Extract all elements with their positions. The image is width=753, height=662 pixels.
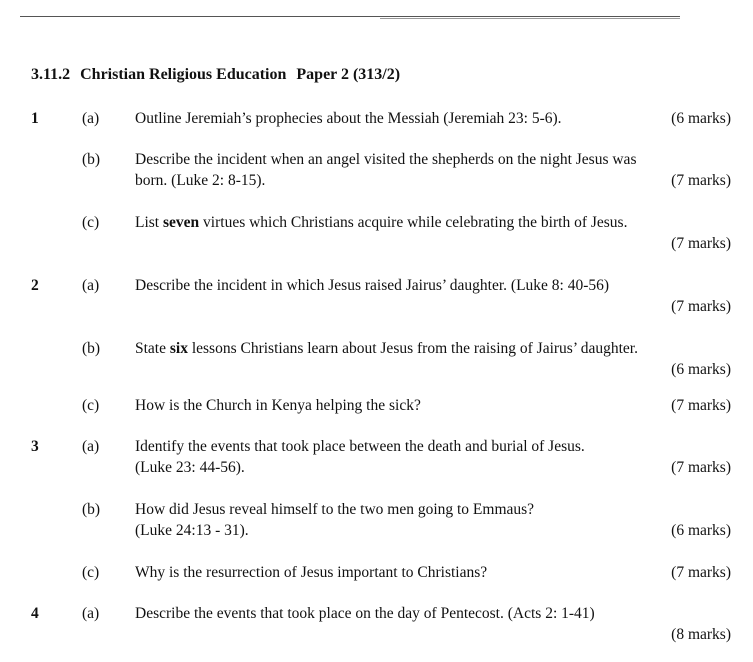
part-label: (b) — [82, 501, 101, 518]
paper-label: Paper 2 (313/2) — [296, 66, 401, 83]
question-text: Outline Jeremiah’s prophecies about the Messiah (Jeremiah 23: 5-6). — [135, 110, 562, 127]
question-text: born. (Luke 2: 8-15). — [135, 172, 266, 189]
emphasis-word: seven — [163, 214, 200, 231]
marks-label: (7 marks) — [671, 172, 731, 189]
top-rule — [20, 16, 680, 17]
part-label: (c) — [82, 397, 100, 414]
part-label: (b) — [82, 151, 101, 168]
question-text: Identify the events that took place between the death and burial of Jesus. — [135, 438, 585, 455]
marks-label: (7 marks) — [671, 564, 731, 581]
emphasis-word: six — [169, 340, 188, 357]
question-text: State six lessons Christians learn about Jesus from the raising of Jairus’ daughter. — [135, 340, 638, 357]
part-label: (c) — [82, 214, 100, 231]
part-label: (b) — [82, 340, 101, 357]
question-text: Describe the incident when an angel visited the shepherds on the night Jesus was — [135, 151, 637, 168]
part-label: (a) — [82, 277, 100, 294]
question-number: 2 — [31, 277, 39, 294]
question-number: 4 — [31, 605, 39, 622]
part-label: (a) — [82, 605, 100, 622]
section-number: 3.11.2 — [31, 66, 71, 83]
part-label: (a) — [82, 438, 100, 455]
question-text: Describe the events that took place on the day of Pentecost. (Acts 2: 1-41) — [135, 605, 595, 622]
marks-label: (7 marks) — [671, 459, 731, 476]
marks-label: (6 marks) — [671, 361, 731, 378]
top-rule-secondary — [380, 18, 680, 19]
part-label: (c) — [82, 564, 100, 581]
marks-label: (7 marks) — [671, 397, 731, 414]
marks-label: (7 marks) — [671, 235, 731, 252]
marks-label: (7 marks) — [671, 298, 731, 315]
question-text: How is the Church in Kenya helping the sick? — [135, 397, 421, 414]
marks-label: (6 marks) — [671, 110, 731, 127]
question-number: 3 — [31, 438, 39, 455]
question-text: (Luke 24:13 - 31). — [135, 522, 249, 539]
marks-label: (8 marks) — [671, 626, 731, 643]
question-text: List seven virtues which Christians acquire while celebrating the birth of Jesus. — [135, 214, 628, 231]
paper-heading — [31, 66, 400, 84]
question-number: 1 — [31, 110, 39, 127]
question-text: How did Jesus reveal himself to the two men going to Emmaus? — [135, 501, 535, 518]
subject-title: Christian Religious Education — [80, 66, 287, 83]
marks-label: (6 marks) — [671, 522, 731, 539]
part-label: (a) — [82, 110, 100, 127]
question-text: (Luke 23: 44-56). — [135, 459, 245, 476]
question-text: Describe the incident in which Jesus raised Jairus’ daughter. (Luke 8: 40-56) — [135, 277, 610, 294]
question-text: Why is the resurrection of Jesus important to Christians? — [135, 564, 488, 581]
